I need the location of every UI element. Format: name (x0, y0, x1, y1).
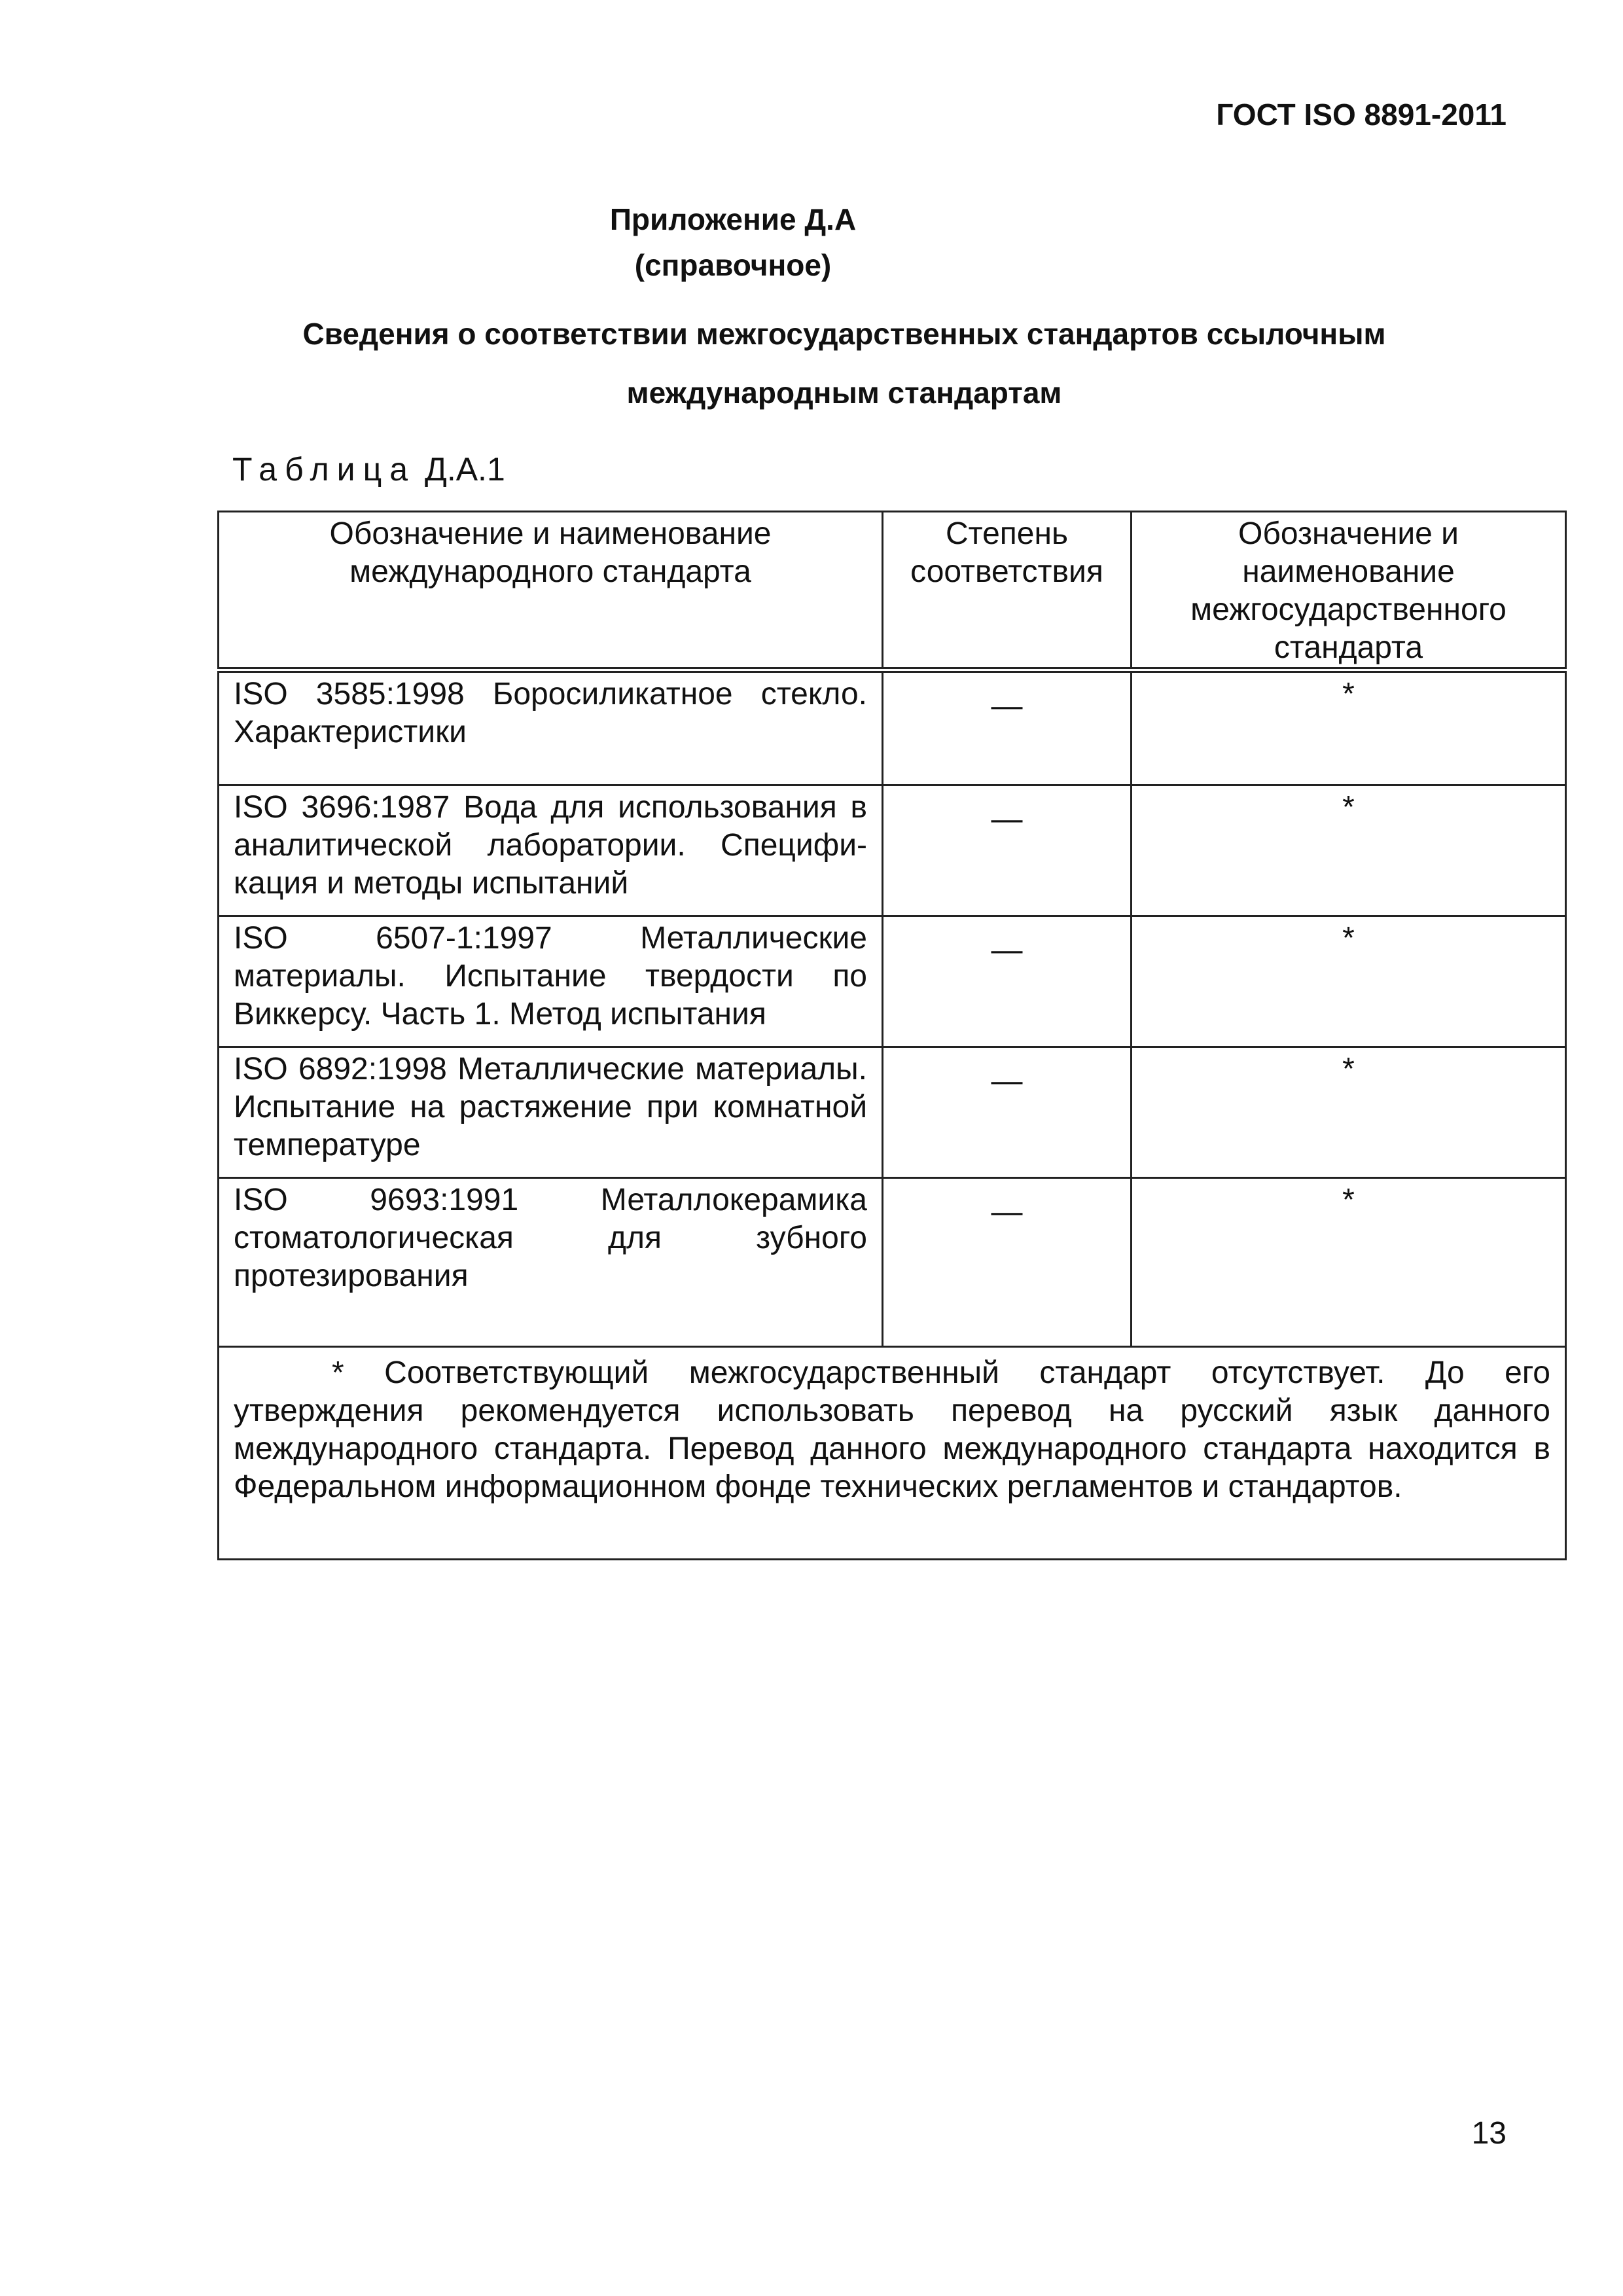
interstate-value: * (1342, 1183, 1355, 1217)
standards-table (217, 511, 1567, 1560)
international-standard-cell: ISO 6507-1:1997 Металлические материалы. Испытание твердости по Виккерсу. Часть 1. Метод испытания (219, 916, 883, 1047)
column-header-degree: Степень соответствия (883, 512, 1132, 670)
table-row (219, 1178, 1566, 1347)
table-row (219, 670, 1566, 785)
subject-line-2: международным стандартам (626, 376, 1062, 410)
footnote-text: * Соответствующий межгосударственный стандарт отсутствует. До его утверждения рекомендуется использовать перевод на русский язык данного международного стандарта. Перевод данного международного стандарта находится в Федеральном информационном фонде технических регламентов и стандартов. (234, 1355, 1550, 1504)
page-number: 13 (1471, 2116, 1507, 2151)
degree-cell (883, 670, 1132, 785)
subject-line-1: Сведения о соответствии межгосударственных стандартов ссылочным (302, 317, 1386, 351)
appendix-subject (216, 304, 1472, 422)
degree-cell (883, 916, 1132, 1047)
international-standard-cell: ISO 9693:1991 Металлокерамика стоматологическая для зубного протезирования (219, 1178, 883, 1347)
interstate-cell (1132, 1178, 1566, 1347)
interstate-cell (1132, 1047, 1566, 1178)
table-caption-prefix: Таблица (232, 451, 416, 488)
degree-value: — (991, 689, 1023, 723)
table-row (219, 916, 1566, 1047)
degree-value: — (991, 1064, 1023, 1098)
degree-value: — (991, 1194, 1023, 1229)
degree-cell (883, 785, 1132, 916)
document-code: ГОСТ ISO 8891-2011 (1216, 98, 1507, 132)
appendix-heading (0, 196, 1544, 288)
international-standard-cell: ISO 3696:1987 Вода для использования в аналитической лаборатории. Специфи-кация и методы испытаний (219, 785, 883, 916)
table-row (219, 1047, 1566, 1178)
interstate-cell (1132, 785, 1566, 916)
interstate-value: * (1342, 1052, 1355, 1086)
interstate-value: * (1342, 677, 1355, 711)
table-header-row (219, 512, 1566, 670)
interstate-cell (1132, 670, 1566, 785)
interstate-value: * (1342, 790, 1355, 825)
interstate-cell (1132, 916, 1566, 1047)
degree-value: — (991, 802, 1023, 836)
degree-cell (883, 1047, 1132, 1178)
appendix-status: (справочное) (634, 248, 832, 282)
appendix-title: Приложение Д.А (609, 202, 857, 236)
table-caption-number: Д.А.1 (424, 451, 505, 488)
table-caption (232, 450, 505, 488)
footnote-row (219, 1347, 1566, 1560)
interstate-value: * (1342, 921, 1355, 956)
table-row (219, 785, 1566, 916)
degree-value: — (991, 933, 1023, 967)
footnote-cell (219, 1347, 1566, 1560)
international-standard-cell: ISO 6892:1998 Металлические материалы. Испытание на растяжение при комнатной температуре (219, 1047, 883, 1178)
degree-cell (883, 1178, 1132, 1347)
international-standard-cell: ISO 3585:1998 Боросиликатное стекло. Характеристики (219, 670, 883, 785)
column-header-international: Обозначение и наименование международного стандарта (219, 512, 883, 670)
column-header-interstate: Обозначение и наименование межгосударственного стандарта (1132, 512, 1566, 670)
